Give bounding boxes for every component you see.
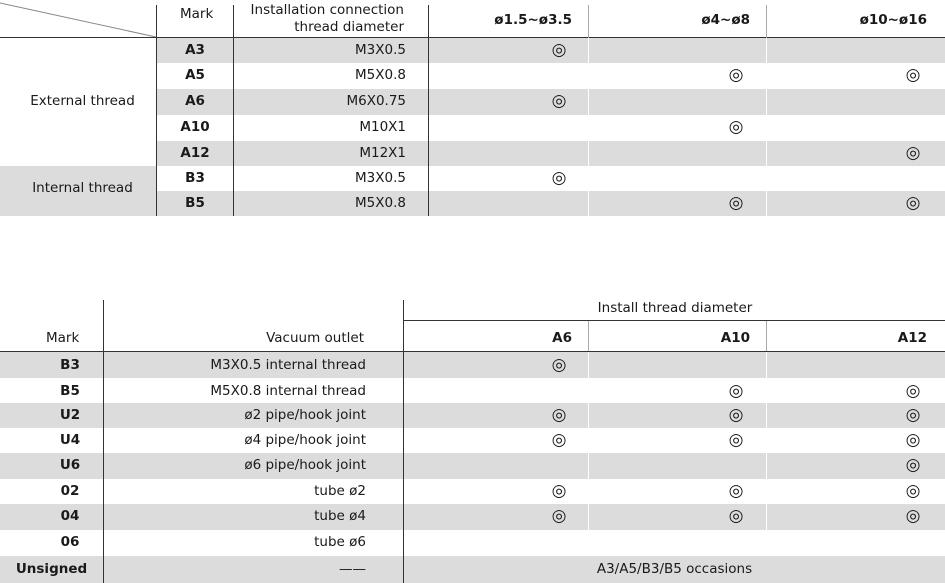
header-outlet: Vacuum outlet <box>266 330 364 346</box>
footer-mark: Unsigned <box>15 561 88 577</box>
row-check-3: ◎ <box>905 381 921 401</box>
row-mark: 06 <box>60 534 80 550</box>
col-rule <box>766 352 767 556</box>
col-rule <box>766 5 767 38</box>
col-rule <box>588 321 589 351</box>
thread-table <box>0 0 945 218</box>
row-thread: M3X0.5 <box>355 42 406 58</box>
row-check-2: ◎ <box>728 117 744 137</box>
row-check-2 <box>721 453 751 478</box>
row-mark: B5 <box>185 195 205 211</box>
col-rule <box>403 300 404 583</box>
row-check-1: ◎ <box>551 430 567 450</box>
row-outlet: tube ø6 <box>314 534 366 550</box>
row-check-2 <box>721 38 751 63</box>
header-thread-line2: thread diameter <box>294 19 404 35</box>
row-mark: U6 <box>59 457 81 473</box>
row-check-3: ◎ <box>905 405 921 425</box>
header-col-3: ø10~ø16 <box>859 12 927 28</box>
footer-outlet: —— <box>339 561 366 577</box>
group-label-internal: Internal thread <box>32 180 133 196</box>
group-label-external: External thread <box>30 93 135 109</box>
row-outlet: tube ø4 <box>314 508 366 524</box>
row-check-2: ◎ <box>728 481 744 501</box>
group-rule <box>404 320 945 321</box>
row-thread: M6X0.75 <box>346 93 406 109</box>
row-outlet: tube ø2 <box>314 483 366 499</box>
row-check-3: ◎ <box>905 506 921 526</box>
header-col-1: A6 <box>552 330 572 346</box>
row-check-2: ◎ <box>728 405 744 425</box>
header-col-2: ø4~ø8 <box>701 12 750 28</box>
row-check-3: ◎ <box>905 430 921 450</box>
header-mark: Mark <box>180 6 214 22</box>
row-check-1 <box>544 115 574 140</box>
row-check-1: ◎ <box>551 40 567 60</box>
row-check-1: ◎ <box>551 168 567 188</box>
row-mark: U4 <box>59 432 81 448</box>
row-check-2: ◎ <box>728 193 744 213</box>
row-check-1: ◎ <box>551 506 567 526</box>
row-check-3: ◎ <box>905 193 921 213</box>
row-mark: B3 <box>185 170 205 186</box>
row-check-1 <box>544 63 574 88</box>
row-check-1 <box>544 379 574 404</box>
col-rule <box>428 5 429 216</box>
row-mark: B3 <box>60 357 80 373</box>
row-thread: M3X0.5 <box>355 170 406 186</box>
row-check-3 <box>898 89 928 114</box>
row-check-1 <box>544 191 574 216</box>
header-col-2: A10 <box>720 330 750 346</box>
header-diagonal <box>0 0 157 38</box>
row-thread: M12X1 <box>359 145 406 161</box>
row-check-2: ◎ <box>728 430 744 450</box>
row-check-3 <box>898 353 928 378</box>
row-check-1 <box>544 453 574 478</box>
col-rule <box>766 38 767 216</box>
row-check-3 <box>898 38 928 63</box>
row-outlet: ø2 pipe/hook joint <box>244 407 366 423</box>
col-rule <box>233 5 234 216</box>
row-check-3: ◎ <box>905 65 921 85</box>
row-check-2 <box>721 89 751 114</box>
row-mark: A6 <box>185 93 205 109</box>
row-mark: 04 <box>60 508 80 524</box>
row-check-1: ◎ <box>551 481 567 501</box>
row-check-3: ◎ <box>905 481 921 501</box>
footer-occasions: A3/A5/B3/B5 occasions <box>596 561 753 577</box>
header-col-3: A12 <box>897 330 927 346</box>
header-thread-line1: Installation connection <box>250 2 404 18</box>
row-mark: A5 <box>185 67 205 83</box>
row-mark: A10 <box>180 119 210 135</box>
row-check-2 <box>721 530 751 555</box>
header-mark: Mark <box>46 330 80 346</box>
row-check-3 <box>898 530 928 555</box>
col-rule <box>588 38 589 216</box>
row-check-1: ◎ <box>551 355 567 375</box>
row-thread: M10X1 <box>359 119 406 135</box>
vacuum-table <box>0 298 945 583</box>
col-rule <box>766 321 767 351</box>
row-check-2 <box>721 166 751 191</box>
row-mark: A12 <box>180 145 210 161</box>
row-outlet: ø6 pipe/hook joint <box>244 457 366 473</box>
row-mark: B5 <box>60 383 80 399</box>
row-thread: M5X0.8 <box>355 195 406 211</box>
col-rule <box>588 5 589 38</box>
row-outlet: M5X0.8 internal thread <box>210 383 366 399</box>
row-mark: U2 <box>59 407 81 423</box>
row-check-2: ◎ <box>728 65 744 85</box>
row-thread: M5X0.8 <box>355 67 406 83</box>
row-outlet: M3X0.5 internal thread <box>210 357 366 373</box>
row-check-3: ◎ <box>905 455 921 475</box>
row-check-2: ◎ <box>728 381 744 401</box>
row-check-2 <box>721 353 751 378</box>
header-col-1: ø1.5~ø3.5 <box>494 12 572 28</box>
row-check-1 <box>544 530 574 555</box>
row-check-1 <box>544 141 574 166</box>
row-mark: A3 <box>185 42 205 58</box>
row-check-3 <box>898 166 928 191</box>
row-mark: 02 <box>60 483 80 499</box>
row-check-1: ◎ <box>551 405 567 425</box>
row-check-3 <box>898 115 928 140</box>
row-check-3: ◎ <box>905 143 921 163</box>
row-check-1: ◎ <box>551 91 567 111</box>
row-outlet: ø4 pipe/hook joint <box>244 432 366 448</box>
row-check-2 <box>721 141 751 166</box>
col-rule <box>588 352 589 556</box>
header-group: Install thread diameter <box>597 300 753 316</box>
row-check-2: ◎ <box>728 506 744 526</box>
